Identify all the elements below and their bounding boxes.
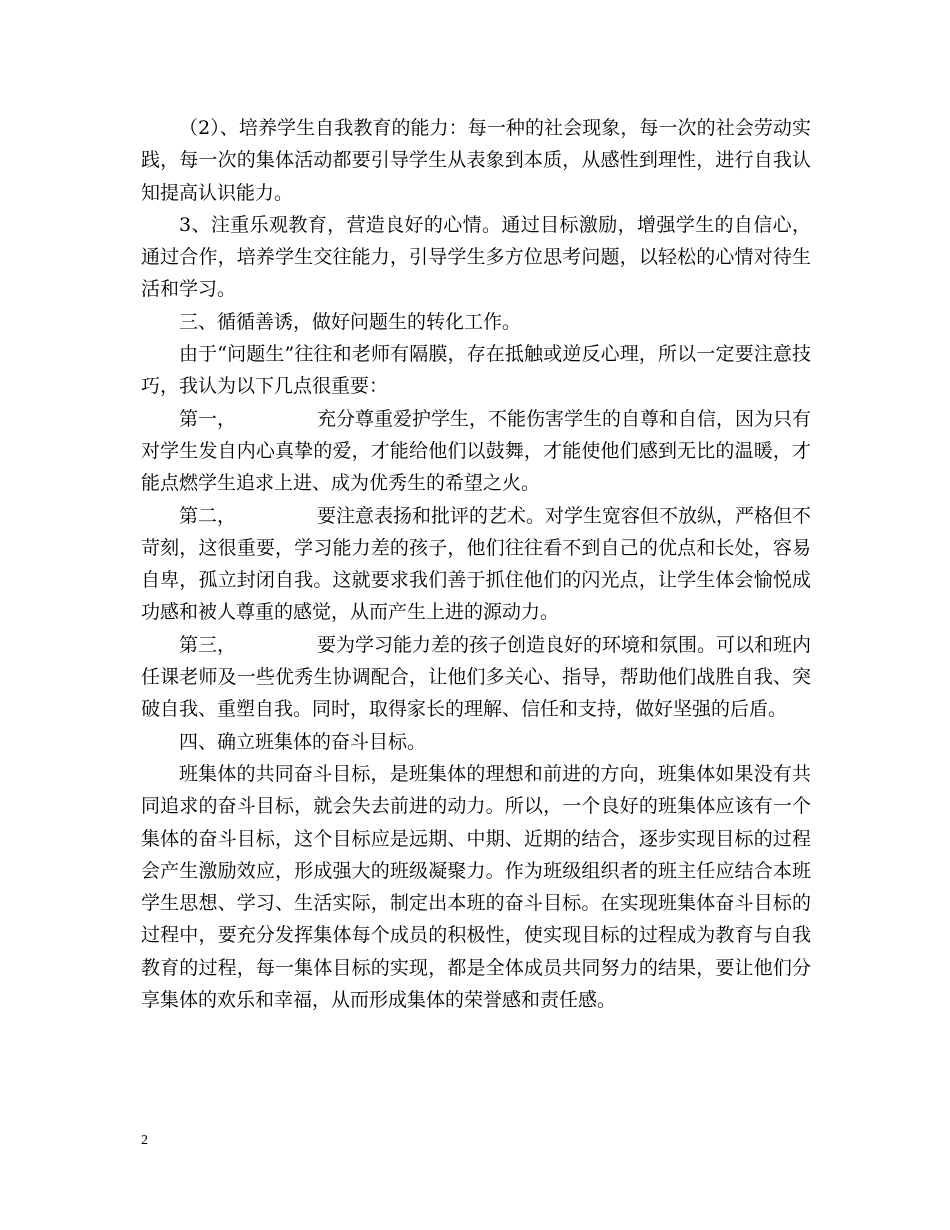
paragraph-point-first <box>141 403 811 500</box>
section-heading-class-goals <box>141 726 811 758</box>
paragraph-point-third <box>141 629 811 726</box>
paragraph-class-goals <box>141 758 811 1016</box>
paragraph-problem-students-intro <box>141 338 811 403</box>
paragraph-text: 要注意表扬和批评的艺术。对学生宽容但不放纵，严格但不苛刻，这很重要，学习能力差的孩子，他们往往看不到自己的优点和长处，容易自卑，孤立封闭自我。这就要求我们善于抓住他们的闪光点，让学生体会愉悦成功感和被人尊重的感觉，从而产生上进的源动力。 <box>141 504 812 624</box>
paragraph-text: 充分尊重爱护学生，不能伤害学生的自尊和自信，因为只有对学生发自内心真挚的爱，才能给他们以鼓舞，才能使他们感到无比的温暖，才能点燃学生追求上进、成为优秀生的希望之火。 <box>141 407 812 495</box>
document-body <box>141 112 811 1016</box>
paragraph-text: 班集体的共同奋斗目标，是班集体的理想和前进的方向，班集体如果没有共同追求的奋斗目标，就会失去前进的动力。所以，一个良好的班集体应该有一个集体的奋斗目标，这个目标应是远期、中期、近期的结合，逐步实现目标的过程会产生激励效应，形成强大的班级凝聚力。作为班级组织者的班主任应结合本班学生思想、学习、生活实际，制定出本班的奋斗目标。在实现班集体奋斗目标的过程中，要充分发挥集体每个成员的积极性，使实现目标的过程成为教育与自我教育的过程，每一集体目标的实现，都是全体成员共同努力的结果，要让他们分享集体的欢乐和幸福，从而形成集体的荣誉感和责任感。 <box>141 762 811 1012</box>
paragraph-self-education <box>141 112 811 209</box>
page-number: 2 <box>141 1133 148 1148</box>
paragraph-optimism-education <box>141 209 811 306</box>
heading-text: 四、确立班集体的奋斗目标。 <box>179 730 427 753</box>
list-lead-second: 第二， <box>179 504 237 527</box>
paragraph-text: （2）、培养学生自我教育的能力：每一种的社会现象，每一次的社会劳动实践，每一次的集体活动都要引导学生从表象到本质，从感性到理性，进行自我认知提高认识能力。 <box>141 117 811 204</box>
list-lead-third: 第三， <box>179 633 237 656</box>
paragraph-text: 要为学习能力差的孩子创造良好的环境和氛围。可以和班内任课老师及一些优秀生协调配合，让他们多关心、指导，帮助他们战胜自我、突破自我、重塑自我。同时，取得家长的理解、信任和支持，做好坚强的后盾。 <box>141 633 812 721</box>
paragraph-text: 3、注重乐观教育，营造良好的心情。通过目标激励，增强学生的自信心，通过合作，培养学生交往能力，引导学生多方位思考问题，以轻松的心情对待生活和学习。 <box>141 213 811 301</box>
heading-text: 三、循循善诱，做好问题生的转化工作。 <box>179 310 522 333</box>
list-lead-first: 第一， <box>179 407 237 430</box>
paragraph-point-second <box>141 500 811 629</box>
paragraph-text: 由于“问题生”往往和老师有隔膜，存在抵触或逆反心理，所以一定要注意技巧，我认为以下几点很重要： <box>141 343 811 398</box>
section-heading-problem-students <box>141 306 811 338</box>
